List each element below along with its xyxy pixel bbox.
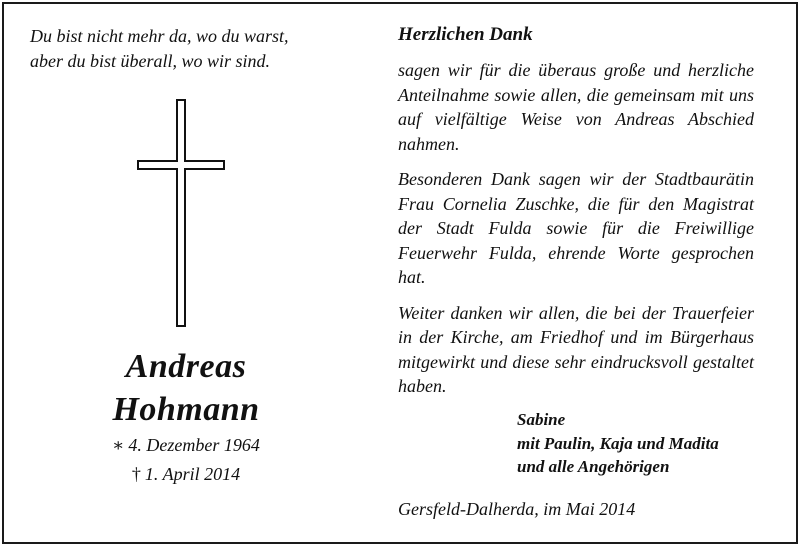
place-date: Gersfeld-Dalherda, im Mai 2014 bbox=[398, 499, 636, 519]
thanks-paragraph: Besonderen Dank sagen wir der Stadtbaurätin Frau Cornelia Zuschke, die für den Magistrat der Stadt Fulda sowie für die Freiwillige Feuerwehr Fulda, ehrende Worte gesprochen hat. bbox=[398, 169, 754, 287]
death-date: 1. April 2014 bbox=[144, 464, 241, 484]
thanks-paragraph: sagen wir für die überaus große und herzliche Anteilnahme sowie allen, die gemeinsam mit uns auf vielfältige Weise von Andreas Abschied nahmen. bbox=[398, 60, 754, 154]
death-dagger-icon: † bbox=[131, 464, 141, 484]
deceased-last-name: Hohmann bbox=[112, 391, 260, 428]
thanks-paragraph: Weiter danken wir allen, die bei der Trauerfeier in der Kirche, am Friedhof und im Bürgerhaus mitgewirkt und diese sehr eindrucksvoll gestaltet haben. bbox=[398, 302, 754, 396]
motto-line: aber du bist überall, wo wir sind. bbox=[30, 51, 271, 71]
motto-block bbox=[30, 24, 342, 74]
death-date-line bbox=[30, 460, 342, 489]
birth-date: 4. Dezember 1964 bbox=[128, 435, 260, 455]
cross-icon bbox=[137, 99, 227, 327]
thanks-block bbox=[398, 22, 754, 410]
birth-star-icon: ∗ bbox=[112, 435, 125, 455]
thanks-heading: Herzlichen Dank bbox=[398, 24, 533, 45]
motto-line: Du bist nicht mehr da, wo du warst, bbox=[30, 26, 289, 46]
birth-date-line bbox=[30, 431, 342, 460]
deceased-first-name: Andreas bbox=[125, 348, 247, 385]
signature-block bbox=[517, 408, 777, 479]
signature-line: und alle Angehörigen bbox=[517, 457, 670, 476]
deceased-block bbox=[30, 345, 342, 489]
signature-line: mit Paulin, Kaja und Madita bbox=[517, 433, 719, 453]
signature-line: Sabine bbox=[517, 410, 566, 429]
